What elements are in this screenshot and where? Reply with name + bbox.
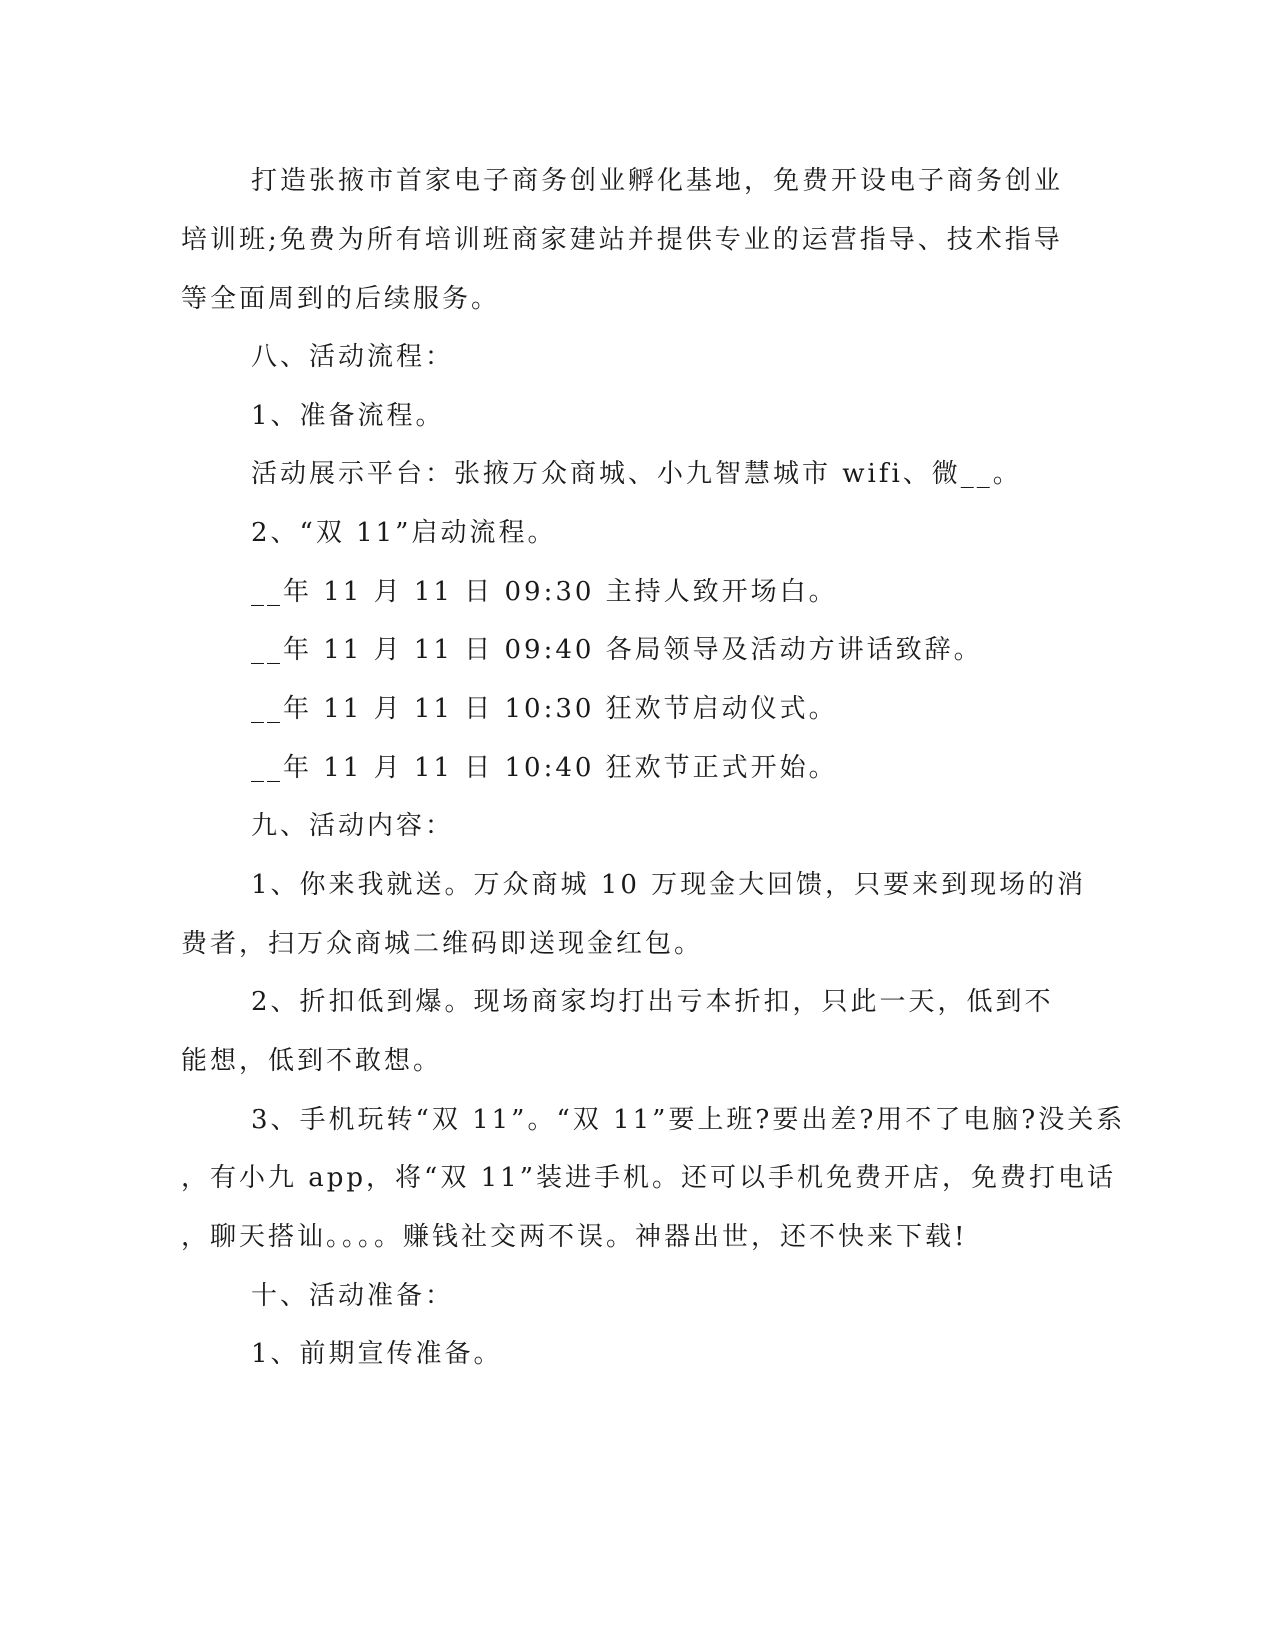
text-line: 活动展示平台：张掖万众商城、小九智慧城市 wifi、微__。 (251, 459, 1022, 489)
section-heading: 九、活动内容： (251, 811, 455, 841)
schedule-item: __年 11 月 11 日 09:40 各局领导及活动方讲话致辞。 (251, 635, 983, 665)
section-heading: 十、活动准备： (251, 1281, 455, 1311)
text-line: 1、你来我就送。万众商城 10 万现金大回馈，只要来到现场的消 (251, 870, 1087, 900)
text-line: 培训班;免费为所有培训班商家建站并提供专业的运营指导、技术指导 (181, 225, 1063, 255)
text-line: 等全面周到的后续服务。 (181, 284, 501, 314)
text-line: 3、手机玩转“双 11”。“双 11”要上班?要出差?用不了电脑?没关系 (251, 1105, 1126, 1135)
text-line: ，有小九 app，将“双 11”装进手机。还可以手机免费开店，免费打电话 (181, 1163, 1116, 1193)
text-line: 费者，扫万众商城二维码即送现金红包。 (181, 929, 704, 959)
text-line: 打造张掖市首家电子商务创业孵化基地，免费开设电子商务创业 (251, 166, 1064, 196)
schedule-item: __年 11 月 11 日 10:30 狂欢节启动仪式。 (251, 694, 838, 724)
text-line: ，聊天搭讪。。。。赚钱社交两不误。神器出世，还不快来下载! (181, 1222, 968, 1252)
text-line: 能想，低到不敢想。 (181, 1046, 443, 1076)
text-line: 1、准备流程。 (251, 401, 445, 431)
text-line: 2、“双 11”启动流程。 (251, 518, 557, 548)
section-heading: 八、活动流程： (251, 342, 455, 372)
text-line: 2、折扣低到爆。现场商家均打出亏本折扣，只此一天，低到不 (251, 987, 1054, 1017)
schedule-item: __年 11 月 11 日 10:40 狂欢节正式开始。 (251, 753, 838, 783)
schedule-item: __年 11 月 11 日 09:30 主持人致开场白。 (251, 577, 838, 607)
text-line: 1、前期宣传准备。 (251, 1339, 503, 1369)
